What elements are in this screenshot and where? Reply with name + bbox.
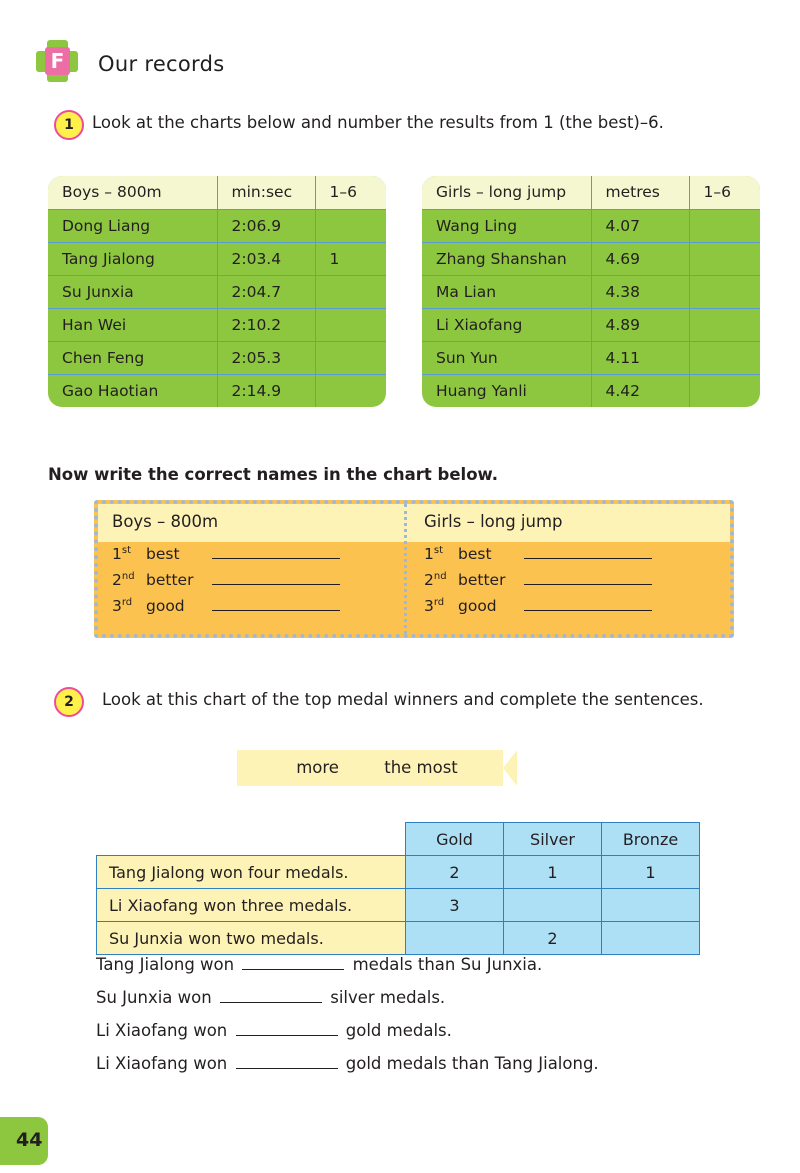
answer-chart-panel — [94, 500, 734, 638]
answer-chart-boys-title: Boys – 800m — [112, 512, 219, 531]
answer-row — [424, 571, 724, 589]
sentence-blank[interactable] — [236, 1054, 338, 1069]
sentence-item — [96, 1054, 599, 1073]
athlete-distance: 4.11 — [591, 341, 689, 374]
bronze-count: 1 — [602, 856, 700, 889]
word-bank-item-the-most: the most — [384, 758, 458, 777]
rank-input-cell[interactable] — [315, 374, 386, 407]
sentence-blank[interactable] — [236, 1021, 338, 1036]
rank-ordinal: 2nd — [112, 571, 135, 590]
word-bank-item-more: more — [296, 758, 339, 777]
task-2-instruction: Look at this chart of the top medal winners and complete the sentences. — [102, 690, 704, 709]
silver-count: 2 — [504, 922, 602, 955]
sentence-item — [96, 988, 599, 1007]
bronze-count — [602, 922, 700, 955]
rank-input-cell[interactable] — [315, 341, 386, 374]
girls-table — [422, 176, 760, 407]
athlete-name: Han Wei — [48, 308, 217, 341]
athlete-distance: 4.69 — [591, 242, 689, 275]
athlete-name: Tang Jialong — [48, 242, 217, 275]
rank-ordinal: 1st — [424, 545, 444, 564]
column-header-rank: 1–6 — [315, 176, 386, 209]
answer-blank[interactable] — [212, 545, 340, 559]
task-1-sub-instruction: Now write the correct names in the chart below. — [48, 465, 498, 484]
athlete-distance: 4.07 — [591, 209, 689, 242]
boys-record-card — [48, 176, 386, 407]
rank-input-cell[interactable] — [689, 275, 760, 308]
answer-row — [112, 597, 412, 615]
rank-word: best — [458, 545, 492, 564]
rank-word: good — [146, 597, 185, 616]
sentence-item — [96, 955, 599, 974]
task-2-number: 2 — [54, 687, 84, 717]
rank-word: good — [458, 597, 497, 616]
sentence-before: Tang Jialong won — [96, 955, 235, 974]
column-header-rank: 1–6 — [689, 176, 760, 209]
table-row — [97, 889, 700, 922]
answer-blank[interactable] — [212, 571, 340, 585]
rank-input-cell[interactable] — [315, 308, 386, 341]
answer-blank[interactable] — [524, 545, 652, 559]
word-bank-ribbon — [237, 750, 517, 786]
column-header-silver: Silver — [504, 823, 602, 856]
table-row — [422, 209, 760, 242]
medal-table-wrapper — [96, 822, 700, 955]
athlete-time: 2:04.7 — [217, 275, 315, 308]
page-title: Our records — [98, 52, 225, 76]
sentence-exercises — [96, 955, 599, 1087]
athlete-time: 2:06.9 — [217, 209, 315, 242]
rank-input-cell[interactable]: 1 — [315, 242, 386, 275]
table-row — [97, 922, 700, 955]
sentence-before: Li Xiaofang won — [96, 1054, 228, 1073]
table-header-row — [97, 823, 700, 856]
boys-table — [48, 176, 386, 407]
empty-corner-cell — [97, 823, 406, 856]
athlete-time: 2:03.4 — [217, 242, 315, 275]
gold-count — [406, 922, 504, 955]
sentence-blank[interactable] — [242, 955, 344, 970]
sentence-before: Li Xiaofang won — [96, 1021, 228, 1040]
athlete-name: Li Xiaofang — [422, 308, 591, 341]
rank-word: best — [146, 545, 180, 564]
sentence-blank[interactable] — [220, 988, 322, 1003]
answer-chart-boys-column — [112, 512, 412, 623]
rank-input-cell[interactable] — [689, 209, 760, 242]
task-1-instruction: Look at the charts below and number the results from 1 (the best)–6. — [92, 113, 664, 132]
table-header-row — [48, 176, 386, 209]
answer-row — [424, 545, 724, 563]
athlete-name: Ma Lian — [422, 275, 591, 308]
column-header-bronze: Bronze — [602, 823, 700, 856]
rank-input-cell[interactable] — [689, 242, 760, 275]
athlete-name: Wang Ling — [422, 209, 591, 242]
column-header-gold: Gold — [406, 823, 504, 856]
answer-blank[interactable] — [524, 571, 652, 585]
athlete-name: Zhang Shanshan — [422, 242, 591, 275]
column-header-name: Girls – long jump — [422, 176, 591, 209]
answer-chart-girls-column — [424, 512, 724, 623]
rank-input-cell[interactable] — [315, 275, 386, 308]
athlete-name: Chen Feng — [48, 341, 217, 374]
section-badge — [36, 40, 78, 82]
athlete-distance: 4.38 — [591, 275, 689, 308]
page-number: 44 — [16, 1129, 43, 1151]
athlete-name: Gao Haotian — [48, 374, 217, 407]
task-1-number: 1 — [54, 110, 84, 140]
athlete-distance: 4.42 — [591, 374, 689, 407]
answer-row — [424, 597, 724, 615]
athlete-time: 2:14.9 — [217, 374, 315, 407]
table-row — [422, 275, 760, 308]
gold-count: 3 — [406, 889, 504, 922]
medal-sentence: Li Xiaofang won three medals. — [97, 889, 406, 922]
athlete-time: 2:05.3 — [217, 341, 315, 374]
table-row — [422, 341, 760, 374]
sentence-item — [96, 1021, 599, 1040]
rank-input-cell[interactable] — [689, 374, 760, 407]
column-header-value: min:sec — [217, 176, 315, 209]
sentence-after: gold medals than Tang Jialong. — [345, 1054, 599, 1073]
table-row — [48, 242, 386, 275]
rank-input-cell[interactable] — [315, 209, 386, 242]
athlete-name: Huang Yanli — [422, 374, 591, 407]
sentence-after: gold medals. — [345, 1021, 452, 1040]
gold-count: 2 — [406, 856, 504, 889]
bronze-count — [602, 889, 700, 922]
athlete-time: 2:10.2 — [217, 308, 315, 341]
rank-word: better — [146, 571, 194, 590]
table-row — [422, 374, 760, 407]
rank-word: better — [458, 571, 506, 590]
girls-record-card — [422, 176, 760, 407]
table-row — [422, 308, 760, 341]
medal-sentence: Su Junxia won two medals. — [97, 922, 406, 955]
athlete-name: Dong Liang — [48, 209, 217, 242]
medal-table — [96, 822, 700, 955]
answer-chart-girls-title: Girls – long jump — [424, 512, 563, 531]
table-row — [422, 242, 760, 275]
rank-ordinal: 3rd — [112, 597, 133, 616]
table-header-row — [422, 176, 760, 209]
table-row — [48, 374, 386, 407]
rank-input-cell[interactable] — [689, 341, 760, 374]
table-row — [48, 308, 386, 341]
table-row — [48, 209, 386, 242]
column-header-name: Boys – 800m — [48, 176, 217, 209]
silver-count: 1 — [504, 856, 602, 889]
sentence-after: medals than Su Junxia. — [352, 955, 543, 974]
rank-ordinal: 3rd — [424, 597, 445, 616]
silver-count — [504, 889, 602, 922]
answer-blank[interactable] — [212, 597, 340, 611]
section-letter: F — [45, 47, 70, 75]
medal-sentence: Tang Jialong won four medals. — [97, 856, 406, 889]
table-row — [48, 341, 386, 374]
rank-input-cell[interactable] — [689, 308, 760, 341]
sentence-before: Su Junxia won — [96, 988, 212, 1007]
column-header-value: metres — [591, 176, 689, 209]
table-row — [97, 856, 700, 889]
athlete-distance: 4.89 — [591, 308, 689, 341]
rank-ordinal: 1st — [112, 545, 132, 564]
answer-row — [112, 545, 412, 563]
athlete-name: Su Junxia — [48, 275, 217, 308]
answer-blank[interactable] — [524, 597, 652, 611]
answer-row — [112, 571, 412, 589]
sentence-after: silver medals. — [330, 988, 446, 1007]
table-row — [48, 275, 386, 308]
athlete-name: Sun Yun — [422, 341, 591, 374]
rank-ordinal: 2nd — [424, 571, 447, 590]
